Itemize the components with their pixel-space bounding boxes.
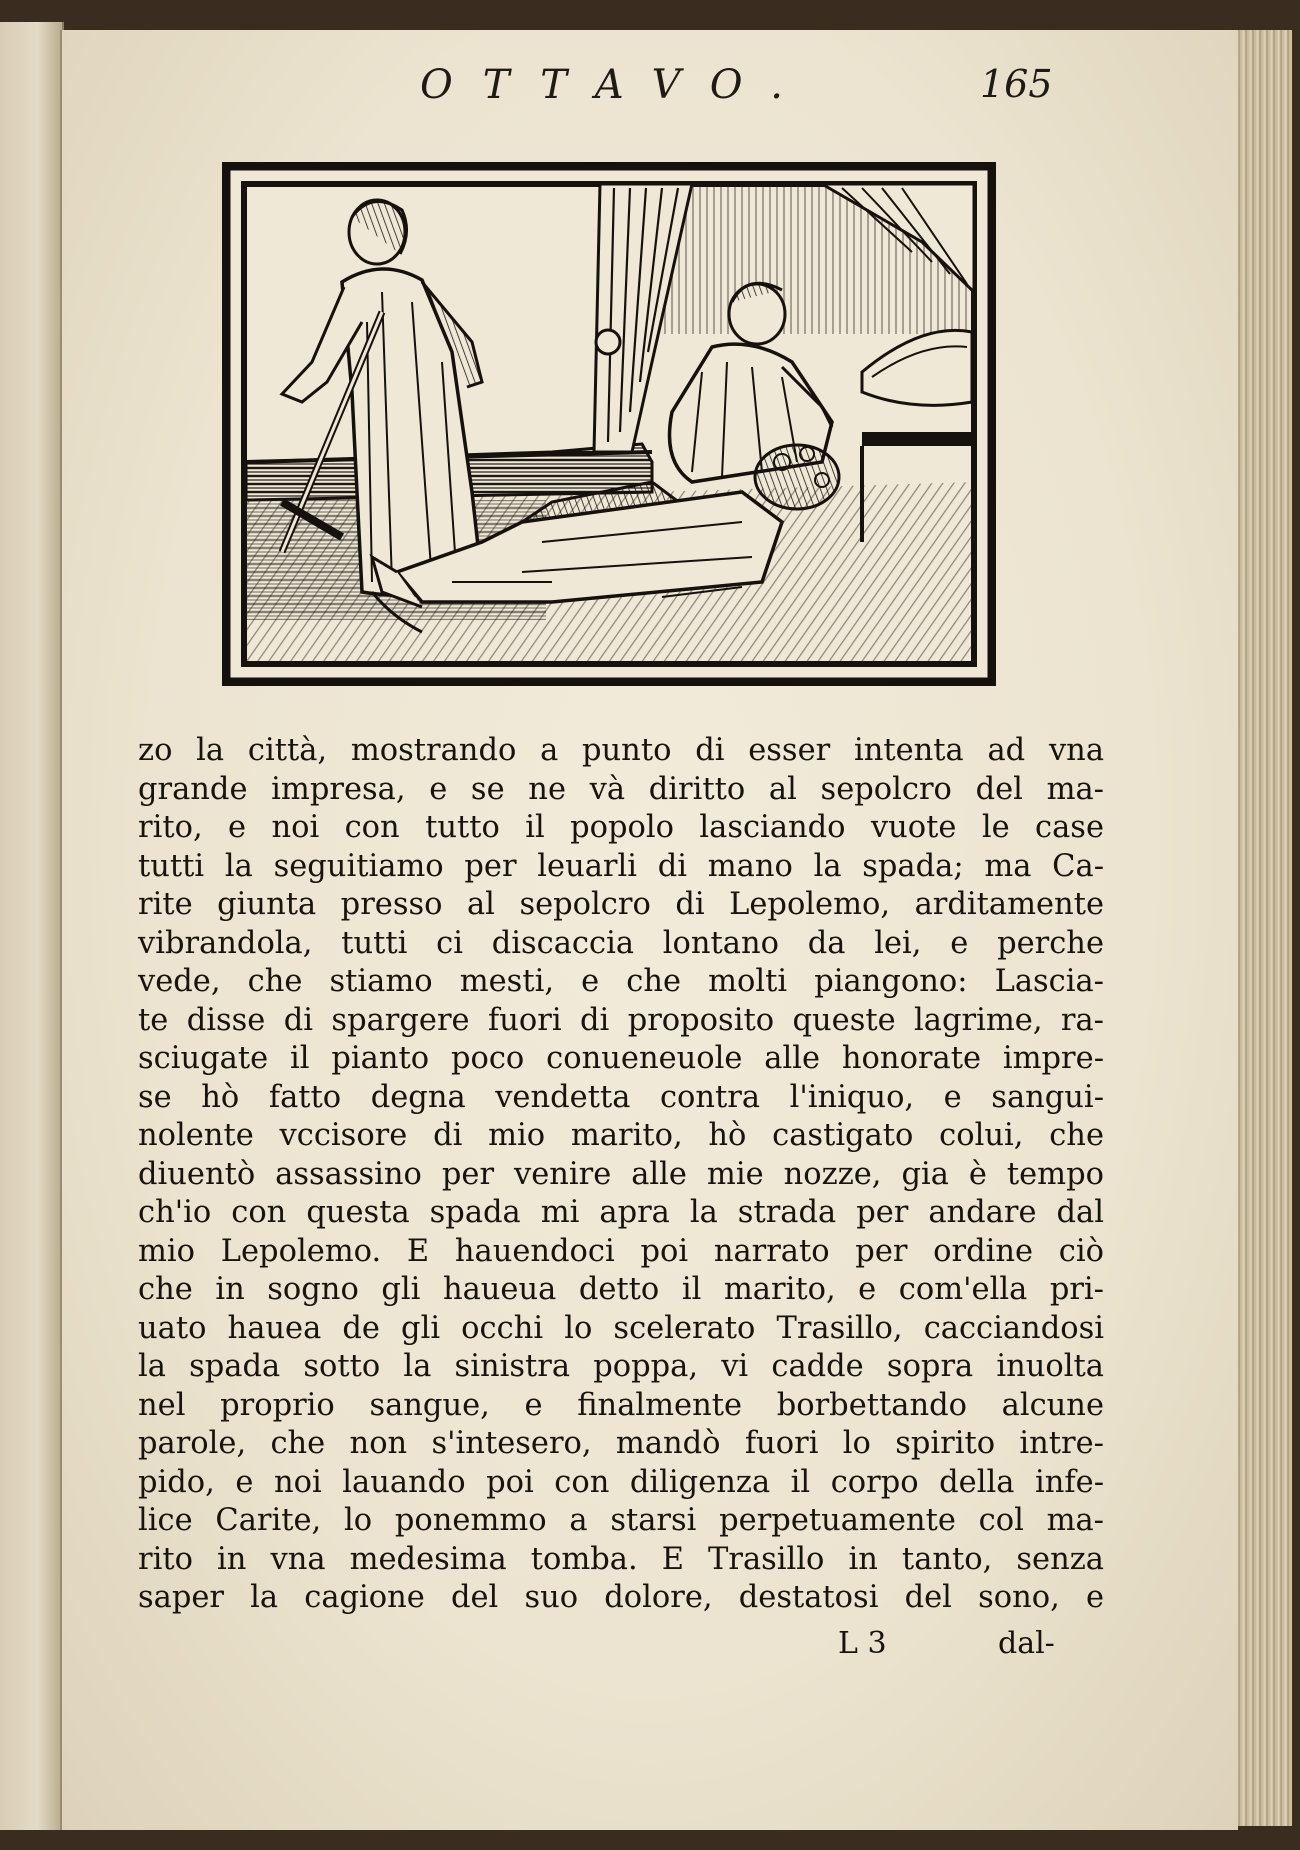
text-line: lice Carite, lo ponemmo a starsi perpetuamente col ma-: [138, 1503, 1104, 1538]
text-line: saper la cagione del suo dolore, destatosi del sono, e: [138, 1580, 1104, 1615]
text-line: zo la città, mostrando a punto di esser intenta ad vna: [138, 733, 1104, 768]
left-page-edge: [0, 22, 64, 1830]
catchword: dal-: [998, 1626, 1055, 1661]
page-footer: [138, 1622, 1104, 1672]
page-number: 165: [980, 62, 1053, 106]
body-text: [138, 732, 1104, 1618]
text-line: rito in vna medesima tomba. E Trasillo in tanto, senza: [138, 1541, 1104, 1577]
right-page-edges: [1232, 30, 1292, 1826]
text-line: nolente vccisore di mio marito, hò castigato colui, che: [138, 1118, 1104, 1153]
text-line: rito, e noi con tutto il popolo lasciando vuote le case: [138, 810, 1104, 845]
text-line: rite giunta presso al sepolcro di Lepolemo, arditamente: [138, 887, 1104, 922]
text-line: te disse di spargere fuori di proposito queste lagrime, ra-: [138, 1002, 1104, 1038]
running-head: OTTAVO.: [420, 62, 813, 108]
text-line: grande impresa, e se ne và diritto al sepolcro del ma-: [138, 771, 1104, 807]
text-line: tutti la seguitiamo per leuarli di mano la spada; ma Ca-: [138, 848, 1104, 884]
text-line: ch'io con questa spada mi apra la strada per andare dal: [138, 1195, 1104, 1230]
text-line: uato hauea de gli occhi lo scelerato Trasillo, cacciandosi: [138, 1310, 1104, 1346]
text-line: vede, che stiamo mesti, e che molti piangono: Lascia-: [138, 964, 1104, 999]
text-line: mio Lepolemo. E hauendoci poi narrato per ordine ciò: [138, 1233, 1104, 1269]
text-line: se hò fatto degna vendetta contra l'iniquo, e sangui-: [138, 1079, 1104, 1115]
text-line: sciugate il pianto poco conueneuole alle honorate impre-: [138, 1041, 1104, 1076]
woodcut-illustration: [222, 162, 996, 686]
text-line: pido, e noi lauando poi con diligenza il corpo della infe-: [138, 1464, 1104, 1500]
signature-mark: L 3: [838, 1626, 887, 1661]
text-line: la spada sotto la sinistra poppa, vi cadde sopra inuolta: [138, 1349, 1104, 1384]
text-line: che in sogno gli haueua detto il marito, e com'ella pri-: [138, 1272, 1104, 1307]
text-line: nel proprio sangue, e finalmente borbettando alcune: [138, 1387, 1104, 1423]
text-line: vibrandola, tutti ci discaccia lontano da lei, e perche: [138, 925, 1104, 961]
text-line: diuentò assassino per venire alle mie nozze, gia è tempo: [138, 1156, 1104, 1192]
page-header: [360, 58, 1053, 118]
text-line: parole, che non s'intesero, mandò fuori lo spirito intre-: [138, 1426, 1104, 1461]
